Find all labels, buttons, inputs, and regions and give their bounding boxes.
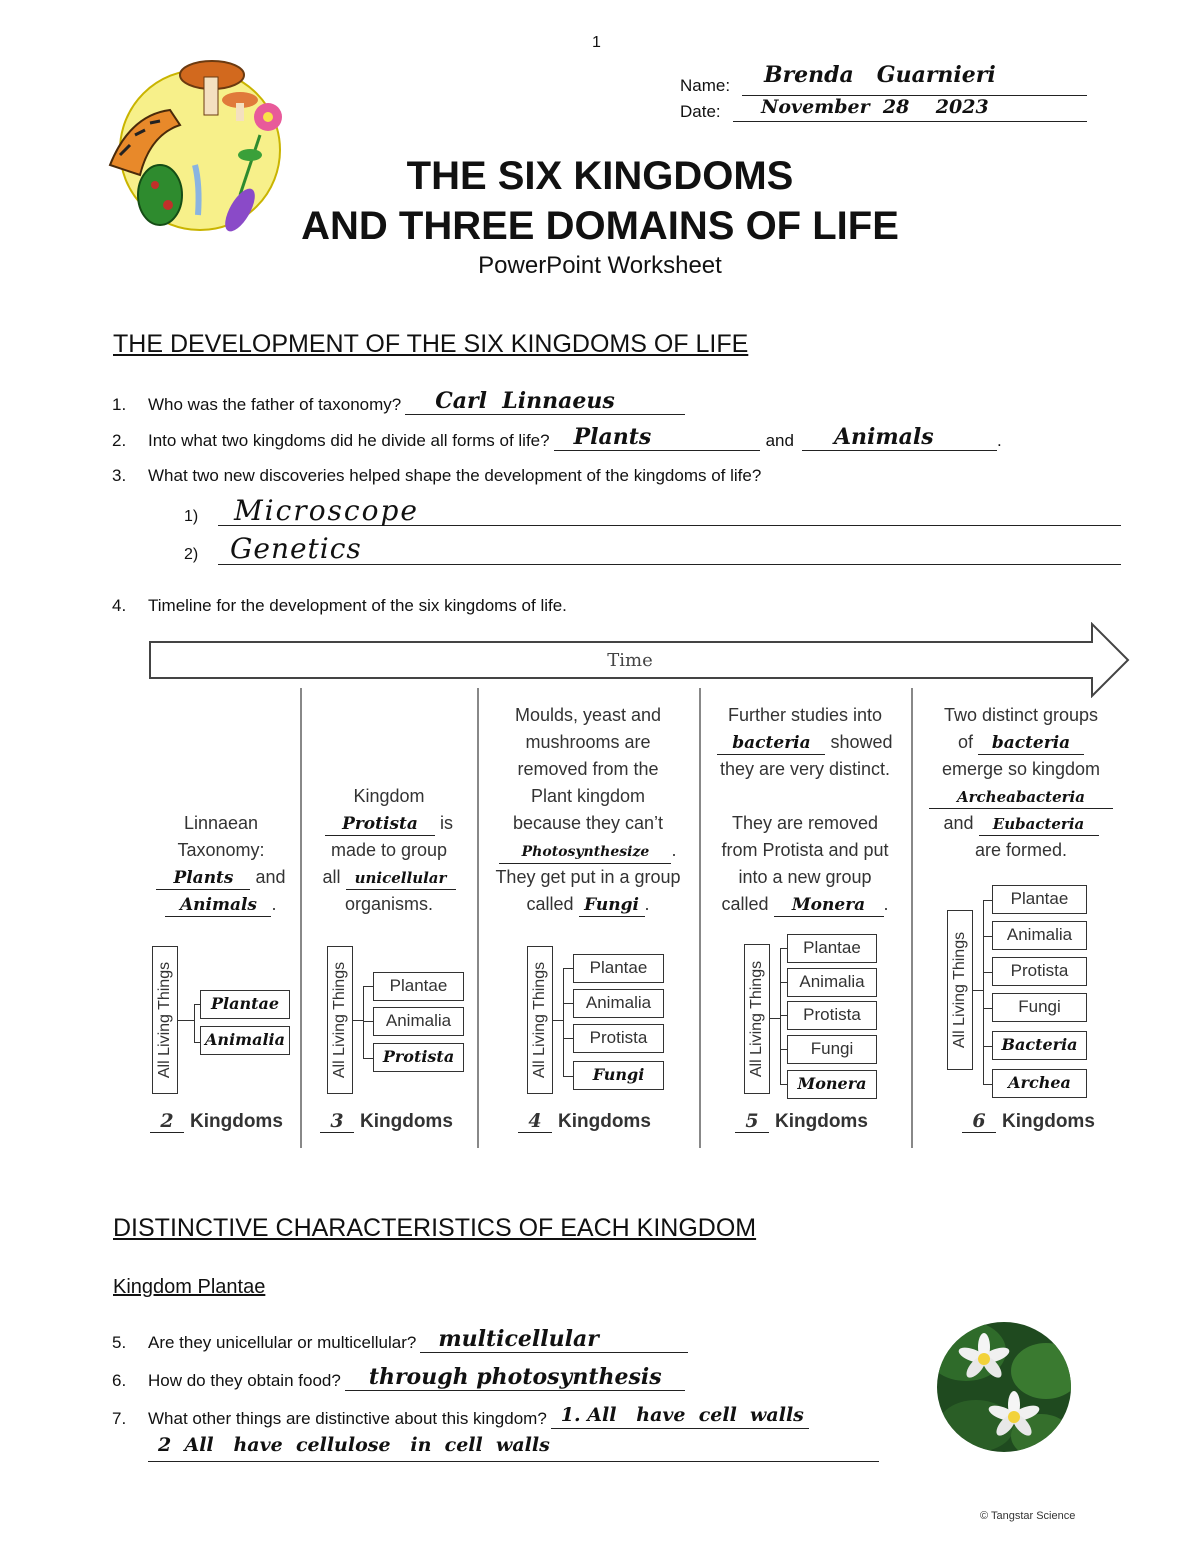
copyright-text: © Tangstar Science [980, 1510, 1076, 1522]
col2-tree [327, 946, 467, 1096]
col2-kingdom-box: Plantae [373, 972, 464, 1001]
page-number: 1 [592, 34, 601, 51]
col3-kingdom-box[interactable]: Fungi [573, 1061, 664, 1090]
question-text: Timeline for the development of the six kingdoms of life. [148, 596, 567, 615]
col2-kingdom-box[interactable]: Protista [373, 1043, 464, 1072]
col2-connector [353, 1020, 363, 1021]
col1-kingdom-box[interactable]: Plantae [200, 990, 290, 1019]
kingdoms-label: Kingdoms [1002, 1111, 1095, 1132]
kingdoms-label: Kingdoms [190, 1111, 283, 1132]
kingdoms-label: Kingdoms [360, 1111, 453, 1132]
col5-connector [983, 972, 992, 973]
col2-all: all [322, 867, 341, 887]
question-number: 5. [112, 1333, 127, 1352]
col3-fill-photosynthesize[interactable]: Photosynthesize [499, 841, 671, 864]
answer-field-q6[interactable]: through photosynthesis [345, 1364, 685, 1391]
col2-kingdom-count [320, 1110, 453, 1133]
col5-fill-bacteria[interactable]: bacteria [978, 732, 1084, 755]
col2-line1: Kingdom [353, 786, 425, 806]
col5-connector [973, 990, 983, 991]
col3-dot2: . [644, 894, 650, 914]
title-line-1: THE SIX KINGDOMS [406, 154, 794, 198]
col4-line4: They are removed [731, 813, 879, 833]
timeline-col1-text [140, 810, 302, 918]
col1-kingdom-count [150, 1110, 283, 1133]
col4-spacer [700, 783, 910, 810]
subheading-kingdom-plantae: Kingdom Plantae [113, 1276, 266, 1298]
col4-line5: from Protista and put [721, 840, 889, 860]
col5-fill-eubacteria[interactable]: Eubacteria [979, 813, 1099, 836]
kingdoms-label: Kingdoms [558, 1111, 651, 1132]
col3-line5: because they can’t [512, 813, 664, 833]
col4-bus [780, 948, 781, 1084]
timeline-col5-text [913, 702, 1129, 864]
answer-field-q3-1[interactable]: Microscope [218, 494, 1121, 526]
answer-field-q5[interactable]: multicellular [420, 1326, 688, 1353]
answer-field-q7-line2[interactable]: 2 All have cellulose in cell walls [148, 1434, 879, 1462]
timeline-col4-text [700, 702, 910, 918]
col4-kingdom-box[interactable]: Monera [787, 1070, 877, 1099]
col4-kingdom-count [735, 1110, 868, 1133]
question-text: What other things are distinctive about this kingdom? [148, 1409, 547, 1428]
col5-connector [983, 1084, 992, 1085]
date-label: Date: [680, 102, 721, 121]
col1-fill-animals[interactable]: Animals [165, 894, 271, 917]
col3-dot: . [671, 840, 677, 860]
col5-line2 [913, 729, 1129, 756]
name-field[interactable]: Brenda Guarnieri [742, 62, 1087, 96]
q3-item-2-number: 2) [184, 546, 199, 563]
col1-count-field[interactable]: 2 [150, 1110, 184, 1133]
date-field[interactable]: November 28 2023 [733, 96, 1087, 122]
col5-connector [983, 900, 992, 901]
col2-count-field[interactable]: 3 [320, 1110, 354, 1133]
name-label: Name: [680, 76, 731, 95]
question-1 [112, 388, 685, 415]
col3-line7: They get put in a group [495, 867, 681, 887]
col1-line3 [140, 864, 302, 891]
col1-line4 [140, 891, 302, 918]
and-text: and [765, 431, 794, 450]
col5-line1: Two distinct groups [943, 705, 1099, 725]
question-number: 2. [112, 431, 127, 450]
kingdoms-label: Kingdoms [775, 1111, 868, 1132]
col1-fill-plants[interactable]: Plants [156, 867, 250, 890]
question-number: 1. [112, 395, 127, 414]
col3-connector [563, 968, 573, 969]
question-text: Who was the father of taxonomy? [148, 395, 402, 414]
col1-line1: Linnaean [183, 813, 259, 833]
col5-kingdom-box: Fungi [992, 993, 1087, 1022]
question-text: Into what two kingdoms did he divide all forms of life? [148, 431, 550, 450]
col2-connector [363, 1021, 373, 1022]
col4-count-field[interactable]: 5 [735, 1110, 769, 1133]
answer-field-q2a[interactable]: Plants [554, 424, 760, 451]
col3-line4: Plant kingdom [530, 786, 646, 806]
answer-field-q7-line1[interactable]: 1. All have cell walls [551, 1402, 809, 1429]
answer-field-q1[interactable]: Carl Linnaeus [405, 388, 685, 415]
col4-line2 [700, 729, 910, 756]
col5-tree [947, 880, 1092, 1100]
period: . [996, 431, 1002, 450]
q3-item-1-number: 1) [184, 508, 199, 525]
col2-line5: organisms. [344, 894, 434, 914]
col4-fill-monera[interactable]: Monera [774, 894, 884, 917]
col4-kingdom-box: Plantae [787, 934, 877, 963]
col3-kingdom-box: Plantae [573, 954, 664, 983]
col3-count-field[interactable]: 4 [518, 1110, 552, 1133]
col4-line7 [700, 891, 910, 918]
col1-dot: . [271, 894, 277, 914]
col3-line8 [479, 891, 697, 918]
col4-line1: Further studies into [727, 705, 883, 725]
col5-kingdom-box: Animalia [992, 921, 1087, 950]
col2-line3: made to group [330, 840, 448, 860]
col3-line6 [479, 837, 697, 864]
col2-fill-unicellular[interactable]: unicellular [346, 867, 456, 890]
col5-kingdom-count [962, 1110, 1095, 1133]
col3-root-box [527, 946, 553, 1094]
col2-fill-protista[interactable]: Protista [325, 813, 435, 836]
col3-tree [527, 946, 667, 1096]
col2-connector [363, 986, 373, 987]
col1-kingdom-box[interactable]: Animalia [200, 1026, 290, 1055]
col5-line3: emerge so kingdom [941, 759, 1101, 779]
root-label: All Living Things [951, 931, 968, 1049]
col3-connector [563, 1076, 573, 1077]
col5-kingdom-box[interactable]: Archea [992, 1069, 1087, 1098]
col5-line6: are formed. [974, 840, 1068, 860]
col1-line2: Taxonomy: [177, 840, 265, 860]
col3-line2: mushrooms are [525, 732, 651, 752]
col5-kingdom-box: Protista [992, 957, 1087, 986]
col4-connector [770, 1018, 780, 1019]
col5-connector [983, 936, 992, 937]
col2-connector [363, 1058, 373, 1059]
col4-showed: showed [830, 732, 893, 752]
col4-called: called [721, 894, 769, 914]
col3-connector [553, 1020, 563, 1021]
subtitle: PowerPoint Worksheet [478, 252, 722, 279]
col4-dot: . [883, 894, 889, 914]
section-heading-characteristics: DISTINCTIVE CHARACTERISTICS OF EACH KINGDOM [113, 1214, 757, 1242]
col1-bus [194, 1004, 195, 1042]
col4-kingdom-box: Animalia [787, 968, 877, 997]
question-6 [112, 1364, 685, 1391]
answer-field-q2b[interactable]: Animals [802, 424, 997, 451]
col2-is: is [440, 813, 453, 833]
question-text: Are they unicellular or multicellular? [148, 1333, 417, 1352]
col3-connector [563, 1003, 573, 1004]
col5-root-box [947, 910, 973, 1070]
col3-kingdom-box: Protista [573, 1024, 664, 1053]
question-number: 7. [112, 1409, 127, 1428]
col5-line5 [913, 810, 1129, 837]
question-number: 3. [112, 466, 127, 485]
col5-of: of [957, 732, 973, 752]
question-number: 6. [112, 1371, 127, 1390]
col2-bus [363, 986, 364, 1058]
col4-kingdom-box: Protista [787, 1001, 877, 1030]
col4-fill-bacteria[interactable]: bacteria [717, 732, 825, 755]
col2-root-box [327, 946, 353, 1094]
question-4 [112, 596, 567, 616]
timeline-col2-text [304, 783, 474, 918]
col2-line2 [304, 810, 474, 837]
col4-tree [744, 932, 884, 1102]
col4-line6: into a new group [738, 867, 872, 887]
col2-line4 [304, 864, 474, 891]
col3-kingdom-box: Animalia [573, 989, 664, 1018]
col5-kingdom-box[interactable]: Bacteria [992, 1031, 1087, 1060]
question-text: What two new discoveries helped shape the development of the kingdoms of life? [148, 466, 762, 485]
water-lily-photo [936, 1321, 1072, 1454]
col4-kingdom-box: Fungi [787, 1035, 877, 1064]
col2-kingdom-box: Animalia [373, 1007, 464, 1036]
timeline-col3-text [479, 702, 697, 918]
col5-line4 [913, 783, 1129, 810]
col4-line3: they are very distinct. [719, 759, 891, 779]
col1-root-box [152, 946, 178, 1094]
question-text: How do they obtain food? [148, 1371, 341, 1390]
section-heading-development: THE DEVELOPMENT OF THE SIX KINGDOMS OF LIFE [113, 330, 749, 358]
question-3 [112, 466, 761, 486]
col3-called: called [526, 894, 574, 914]
col3-connector [563, 1038, 573, 1039]
root-label: All Living Things [531, 961, 548, 1079]
col1-and: and [255, 867, 286, 887]
col4-root-box [744, 944, 770, 1094]
col5-bus [983, 900, 984, 1084]
col3-kingdom-count [518, 1110, 651, 1133]
col3-line1: Moulds, yeast and [514, 705, 662, 725]
column-divider [300, 688, 302, 1148]
col5-fill-archeabacteria[interactable]: Archeabacteria [929, 786, 1113, 809]
root-label: All Living Things [156, 961, 173, 1079]
question-2 [112, 424, 1002, 451]
question-5 [112, 1326, 688, 1353]
col5-connector [983, 1008, 992, 1009]
col5-count-field[interactable]: 6 [962, 1110, 996, 1133]
title-line-2: AND THREE DOMAINS OF LIFE [301, 204, 899, 248]
col3-bus [563, 968, 564, 1076]
question-7 [112, 1402, 809, 1429]
col5-kingdom-box: Plantae [992, 885, 1087, 914]
col3-fill-fungi[interactable]: Fungi [579, 894, 645, 917]
col5-connector [983, 1046, 992, 1047]
question-number: 4. [112, 596, 127, 615]
col1-tree [152, 946, 292, 1096]
root-label: All Living Things [331, 961, 348, 1079]
answer-field-q3-2[interactable]: Genetics [218, 532, 1121, 565]
col1-connector [178, 1020, 194, 1021]
col3-line3: removed from the [517, 759, 659, 779]
root-label: All Living Things [748, 960, 765, 1078]
time-arrow-label: Time [607, 650, 653, 671]
col5-and: and [943, 813, 974, 833]
